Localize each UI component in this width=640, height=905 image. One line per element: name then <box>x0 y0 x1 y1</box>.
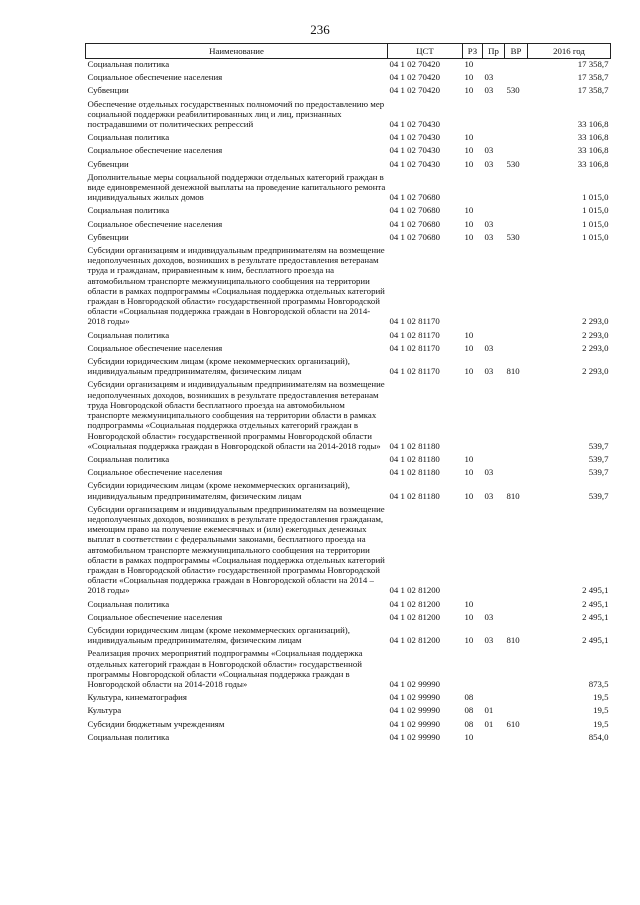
table-row <box>86 625 611 648</box>
row-name: Социальная политика <box>87 598 170 609</box>
row-csr: 04 1 02 70430 <box>389 132 441 143</box>
row-vr <box>505 245 528 330</box>
row-pr <box>483 172 505 206</box>
row-amount: 33 106,8 <box>577 145 609 156</box>
row-amount: 2 495,1 <box>582 611 609 622</box>
row-rz <box>463 172 483 206</box>
table-row <box>86 504 611 599</box>
row-rz <box>463 504 483 599</box>
row-csr: 04 1 02 81180 <box>389 453 440 464</box>
row-rz: 10 <box>464 611 474 622</box>
row-csr: 04 1 02 99990 <box>389 705 441 716</box>
row-rz: 10 <box>464 598 474 609</box>
row-pr <box>483 648 505 692</box>
row-vr <box>505 612 528 625</box>
row-pr: 03 <box>484 611 494 622</box>
row-vr: 530 <box>506 231 520 242</box>
row-name: Субвенции <box>87 158 129 169</box>
row-name: Социальная политика <box>87 329 170 340</box>
row-name: Субсидии организациям и индивидуальным предпринимателям на возмещение недополученных доходов, возникших в результате предоставления гражданам, имеющим право на получение ежемесячных и (или) ежегодных денежных выплат в соответствии с федеральными законами, бесплатного проезда на автомобильном транспорте межмуниципального сообщения на территории области в рамках подпрограммы «Социальная поддержка отдельных категорий граждан в Новгородской области» государственной программы Новгородской области «Социальная поддержка граждан в Новгородской области на 2014 – 2018 годы» <box>87 503 385 596</box>
row-name: Субсидии бюджетным учреждениям <box>87 718 225 729</box>
row-amount: 2 293,0 <box>582 329 609 340</box>
row-vr <box>505 705 528 718</box>
row-pr <box>483 245 505 330</box>
row-pr: 03 <box>484 218 494 229</box>
row-name: Социальное обеспечение населения <box>87 145 223 156</box>
row-vr: 810 <box>506 366 520 377</box>
row-rz: 10 <box>464 231 474 242</box>
row-csr: 04 1 02 70430 <box>389 158 441 169</box>
page-number: 236 <box>310 22 330 37</box>
row-pr: 03 <box>484 231 494 242</box>
row-pr: 03 <box>484 145 494 156</box>
row-csr: 04 1 02 70430 <box>389 119 441 130</box>
row-amount: 873,5 <box>588 678 609 689</box>
row-rz: 10 <box>464 467 474 478</box>
table-header-row <box>86 44 611 59</box>
row-amount: 854,0 <box>588 731 609 742</box>
row-vr <box>505 504 528 599</box>
table-body <box>86 59 611 745</box>
row-rz: 10 <box>464 59 474 69</box>
row-csr: 04 1 02 81200 <box>389 598 441 609</box>
row-amount: 19,5 <box>593 692 609 703</box>
table-row <box>86 205 611 218</box>
table-row <box>86 159 611 172</box>
row-csr: 04 1 02 81180 <box>389 440 440 451</box>
row-vr <box>505 59 528 73</box>
row-name: Субсидии юридическим лицам (кроме некоммерческих организаций), индивидуальным предпринимателям, физическим лицам <box>87 624 350 646</box>
table-row <box>86 172 611 206</box>
row-amount: 2 293,0 <box>582 342 609 353</box>
row-amount: 17 358,7 <box>577 59 609 69</box>
row-vr: 810 <box>506 635 520 646</box>
table-row <box>86 356 611 379</box>
row-vr <box>505 732 528 745</box>
table-row <box>86 59 611 73</box>
header-pr: Пр <box>483 44 505 59</box>
row-rz: 08 <box>464 718 474 729</box>
row-rz: 10 <box>464 158 474 169</box>
row-name: Субвенции <box>87 85 129 96</box>
row-amount: 539,7 <box>588 453 609 464</box>
row-name: Культура, кинематография <box>87 692 187 703</box>
row-rz: 10 <box>464 453 474 464</box>
row-amount: 33 106,8 <box>577 158 609 169</box>
row-amount: 1 015,0 <box>582 231 609 242</box>
row-vr <box>505 454 528 467</box>
row-csr: 04 1 02 81170 <box>389 316 440 327</box>
row-pr: 03 <box>484 467 494 478</box>
row-csr: 04 1 02 70420 <box>389 85 441 96</box>
table-row <box>86 85 611 98</box>
row-pr <box>483 504 505 599</box>
table-row <box>86 232 611 245</box>
row-amount: 539,7 <box>588 440 609 451</box>
row-name: Социальная политика <box>87 453 170 464</box>
header-vr: ВР <box>505 44 528 59</box>
row-amount: 1 015,0 <box>582 192 609 203</box>
row-pr: 03 <box>484 635 494 646</box>
row-pr: 03 <box>484 85 494 96</box>
row-pr: 03 <box>484 72 494 83</box>
row-rz: 10 <box>464 72 474 83</box>
row-rz: 10 <box>464 205 474 216</box>
row-vr: 530 <box>506 158 520 169</box>
row-pr: 01 <box>484 705 494 716</box>
header-name: Наименование <box>86 44 388 59</box>
row-rz: 10 <box>464 490 474 501</box>
row-csr: 04 1 02 70420 <box>389 72 441 83</box>
table-row <box>86 705 611 718</box>
row-name: Дополнительные меры социальной поддержки отдельных категорий граждан в виде единовременной денежной выплаты на проведение капитального ремонта индивидуальных жилых домов <box>87 171 386 203</box>
row-vr <box>505 132 528 145</box>
row-vr <box>505 72 528 85</box>
row-pr: 01 <box>484 718 494 729</box>
row-amount: 2 293,0 <box>582 316 609 327</box>
table-row <box>86 467 611 480</box>
row-vr <box>505 172 528 206</box>
row-vr <box>505 343 528 356</box>
row-name: Субсидии юридическим лицам (кроме некоммерческих организаций), индивидуальным предпринимателям, физическим лицам <box>87 356 350 377</box>
row-name: Обеспечение отдельных государственных полномочий по предоставлению мер социальной поддержки реабилитированных лиц и лиц, признанных пострадавшими от политических репрессий <box>87 98 385 130</box>
table-row <box>86 145 611 158</box>
row-csr: 04 1 02 70680 <box>389 231 441 242</box>
row-csr: 04 1 02 81170 <box>389 366 440 377</box>
row-pr <box>483 132 505 145</box>
row-vr: 530 <box>506 85 520 96</box>
row-name: Субсидии юридическим лицам (кроме некоммерческих организаций), индивидуальным предпринимателям, физическим лицам <box>87 480 350 501</box>
table-row <box>86 732 611 745</box>
header-rz: РЗ <box>463 44 483 59</box>
row-csr: 04 1 02 81200 <box>389 585 441 596</box>
row-rz <box>463 99 483 133</box>
row-rz: 10 <box>464 132 474 143</box>
table-row <box>86 599 611 612</box>
row-name: Социальная политика <box>87 59 170 69</box>
row-amount: 539,7 <box>588 490 609 501</box>
table-row <box>86 245 611 330</box>
row-vr: 610 <box>506 718 520 729</box>
row-name: Социальное обеспечение населения <box>87 218 223 229</box>
row-csr: 04 1 02 70680 <box>389 218 441 229</box>
row-vr <box>505 330 528 343</box>
table-row <box>86 219 611 232</box>
row-csr: 04 1 02 81180 <box>389 467 440 478</box>
row-vr <box>505 599 528 612</box>
header-amount: 2016 год <box>528 44 611 59</box>
row-pr <box>483 692 505 705</box>
header-csr: ЦСТ <box>388 44 463 59</box>
row-rz: 10 <box>464 329 474 340</box>
table-row <box>86 72 611 85</box>
table-row <box>86 692 611 705</box>
row-csr: 04 1 02 81180 <box>389 490 440 501</box>
row-name: Субвенции <box>87 231 129 242</box>
row-csr: 04 1 02 99990 <box>389 692 441 703</box>
row-pr: 03 <box>484 342 494 353</box>
row-pr <box>483 330 505 343</box>
row-rz: 10 <box>464 218 474 229</box>
table-row <box>86 99 611 133</box>
row-vr <box>505 219 528 232</box>
row-name: Субсидии организациям и индивидуальным предпринимателям на возмещение недополученных доходов, возникших в результате предоставления ветеранам труда и гражданам, приравненным к ним, бесплатного проезда на автомобильном транспорте межмуниципального сообщения на территории области в рамках подпрограммы «Социальная поддержка отдельных категорий граждан в Новгородской области» государственной программы Новгородской области «Социальная поддержка граждан в Новгородской области на 2014-2018 годы» <box>87 245 385 327</box>
row-pr <box>483 59 505 73</box>
row-rz: 10 <box>464 145 474 156</box>
row-amount: 2 495,1 <box>582 635 609 646</box>
row-name: Социальная политика <box>87 205 170 216</box>
row-pr: 03 <box>484 158 494 169</box>
row-amount: 539,7 <box>588 467 609 478</box>
row-vr <box>505 145 528 158</box>
row-csr: 04 1 02 81170 <box>389 342 440 353</box>
row-amount: 33 106,8 <box>577 119 609 130</box>
row-rz: 10 <box>464 731 474 742</box>
row-csr: 04 1 02 99990 <box>389 718 441 729</box>
row-vr <box>505 205 528 218</box>
table-row <box>86 343 611 356</box>
table-row <box>86 330 611 343</box>
row-rz: 10 <box>464 366 474 377</box>
row-amount: 17 358,7 <box>577 85 609 96</box>
row-name: Социальное обеспечение населения <box>87 611 223 622</box>
row-amount: 1 015,0 <box>582 218 609 229</box>
row-rz <box>463 245 483 330</box>
row-amount: 1 015,0 <box>582 205 609 216</box>
row-name: Социальное обеспечение населения <box>87 342 223 353</box>
table-row <box>86 719 611 732</box>
table-row <box>86 612 611 625</box>
row-amount: 19,5 <box>593 718 609 729</box>
row-rz: 10 <box>464 342 474 353</box>
row-name: Социальное обеспечение населения <box>87 72 223 83</box>
row-pr <box>483 205 505 218</box>
table-row <box>86 480 611 503</box>
row-name: Социальная политика <box>87 731 170 742</box>
row-amount: 19,5 <box>593 705 609 716</box>
row-pr <box>483 732 505 745</box>
row-name: Реализация прочих мероприятий подпрограммы «Социальная поддержка отдельных категорий граждан в Новгородской области» государственной программы Новгородской области «Социальная поддержка граждан в Новгородской области на 2014-2018 годы» <box>87 648 363 689</box>
row-pr <box>483 599 505 612</box>
row-rz <box>463 379 483 453</box>
row-name: Субсидии организациям и индивидуальным предпринимателям на возмещение недополученных доходов, возникших в результате предоставления ветеранам труда Новгородской области бесплатного проезда на автомобильном транспорте межмуниципального сообщения на территории области в рамках подпрограммы «Социальная поддержка отдельных категорий граждан в Новгородской области» государственной программы Новгородской области «Социальная поддержка граждан в Новгородской области на 2014-2018 годы» <box>87 379 385 451</box>
row-name: Культура <box>87 705 122 716</box>
row-pr <box>483 99 505 133</box>
row-rz: 10 <box>464 635 474 646</box>
row-csr: 04 1 02 81170 <box>389 329 440 340</box>
row-csr: 04 1 02 70430 <box>389 145 441 156</box>
row-csr: 04 1 02 99990 <box>389 731 441 742</box>
row-csr: 04 1 02 99990 <box>389 678 441 689</box>
row-amount: 33 106,8 <box>577 132 609 143</box>
row-amount: 17 358,7 <box>577 72 609 83</box>
row-rz: 08 <box>464 705 474 716</box>
row-csr: 04 1 02 70420 <box>389 59 441 69</box>
row-vr <box>505 99 528 133</box>
row-amount: 2 495,1 <box>582 585 609 596</box>
row-csr: 04 1 02 70680 <box>389 192 441 203</box>
row-vr <box>505 467 528 480</box>
table-row <box>86 454 611 467</box>
row-name: Социальное обеспечение населения <box>87 467 223 478</box>
row-vr <box>505 692 528 705</box>
table-row <box>86 132 611 145</box>
row-pr: 03 <box>484 366 494 377</box>
row-rz: 10 <box>464 85 474 96</box>
row-name: Социальная политика <box>87 132 170 143</box>
row-vr <box>505 379 528 453</box>
row-pr <box>483 379 505 453</box>
row-rz: 08 <box>464 692 474 703</box>
row-csr: 04 1 02 81200 <box>389 611 441 622</box>
row-vr <box>505 648 528 692</box>
row-csr: 04 1 02 81200 <box>389 635 441 646</box>
budget-table <box>85 43 611 745</box>
row-pr <box>483 454 505 467</box>
row-pr: 03 <box>484 490 494 501</box>
row-amount: 2 495,1 <box>582 598 609 609</box>
table-row <box>86 379 611 453</box>
row-vr: 810 <box>506 490 520 501</box>
row-rz <box>463 648 483 692</box>
table-row <box>86 648 611 692</box>
row-amount: 2 293,0 <box>582 366 609 377</box>
row-csr: 04 1 02 70680 <box>389 205 441 216</box>
